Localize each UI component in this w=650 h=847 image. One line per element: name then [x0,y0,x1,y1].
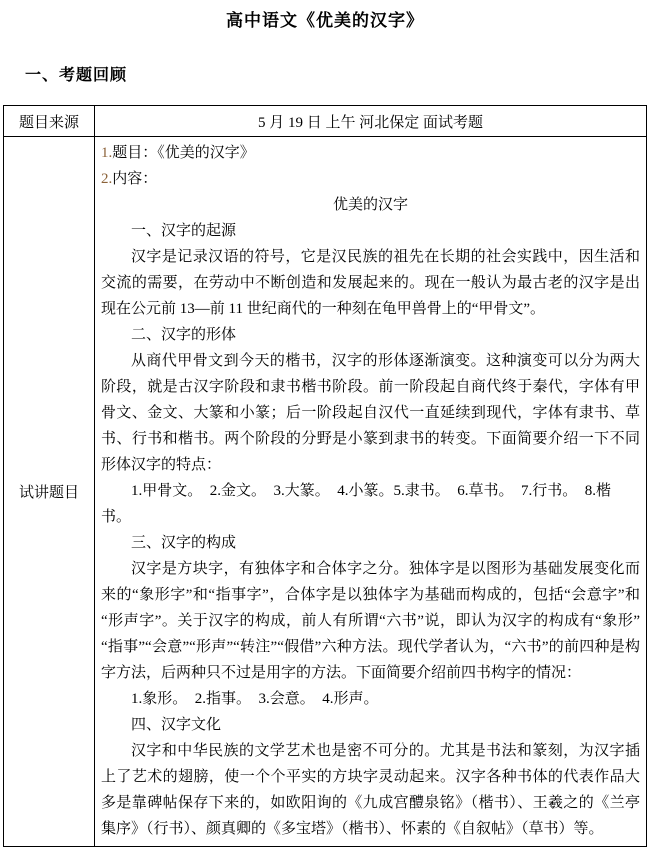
content-heading: 三、汉字的构成 [131,535,237,551]
item-number: 1. [101,145,113,161]
topic-label-cell: 试讲题目 [4,137,95,847]
item-number: 2. [101,171,113,187]
question-review-table [3,105,647,847]
content-list: 1.象形。 2.指事。 3.会意。 4.形声。 [131,691,379,707]
item-content-line [101,166,640,192]
content-list: 1.甲骨文。 2.金文。 3.大篆。 4.小篆。5.隶书。 6.草书。 7.行书。 8.楷书。 [101,483,612,525]
content-para: 汉字和中华民族的文学艺术也是密不可分的。尤其是书法和篆刻，为汉字插上了艺术的翅膀，使一个个平实的方块字灵动起来。汉字各种书体的代表作品大多是靠碑帖保存下来的，如欧阳询的《九成宫醴泉铭》（楷书）、王羲之的《兰亭集序》（行书）、颜真卿的《多宝塔》（楷书）、怀素的《自叙帖》（草书）等。 [101,743,640,837]
content-blocks [101,218,640,842]
topic-content-cell [95,137,647,847]
document-page [0,6,650,847]
content-heading: 四、汉字文化 [131,717,222,733]
content-para: 汉字是记录汉语的符号，它是汉民族的祖先在长期的社会实践中，因生活和交流的需要，在劳动中不断创造和发展起来的。现在一般认为最古老的汉字是出现在公元前 13—前 11 世纪商代的一种刻在龟甲兽骨上的“甲骨文”。 [101,249,640,317]
content-heading: 二、汉字的形体 [131,327,237,343]
item-title-line [101,140,640,166]
content-para: 从商代甲骨文到今天的楷书，汉字的形体逐渐演变。这种演变可以分为两大阶段，就是古汉字阶段和隶书楷书阶段。前一阶段起自商代终于秦代，字体有甲骨文、金文、大篆和小篆；后一阶段起自汉代一直延续到现代，字体有隶书、草书、行书和楷书。两个阶段的分野是小篆到隶书的转变。下面简要介绍一下不同形体汉字的特点： [101,353,640,473]
content-title: 优美的汉字 [332,197,408,213]
table-row-topic [4,137,647,847]
content-para: 汉字是方块字，有独体字和合体字之分。独体字是以图形为基础发展变化而来的“象形字”和“指事字”，合体字是以独体字为基础而构成的，包括“会意字”和“形声字”。关于汉字的构成，前人有所谓“六书”说，即认为汉字的构成有“象形”“指事”“会意”“形声”“转注”“假借”六种方法。现代学者认为，“六书”的前四种是构字方法，后两种只不过是用字的方法。下面简要介绍前四书构字的情况： [101,561,640,681]
section-heading: 一、考题回顾 [25,67,128,84]
page-title: 高中语文《优美的汉字》 [226,11,424,30]
item-title-text: 题目：《优美的汉字》 [112,145,255,161]
source-label-cell: 题目来源 [4,106,95,137]
source-value-cell: 5 月 19 日 上午 河北保定 面试考题 [95,106,647,137]
content-heading: 一、汉字的起源 [131,223,237,239]
table-row-source [4,106,647,137]
item-content-text: 内容： [112,171,158,187]
